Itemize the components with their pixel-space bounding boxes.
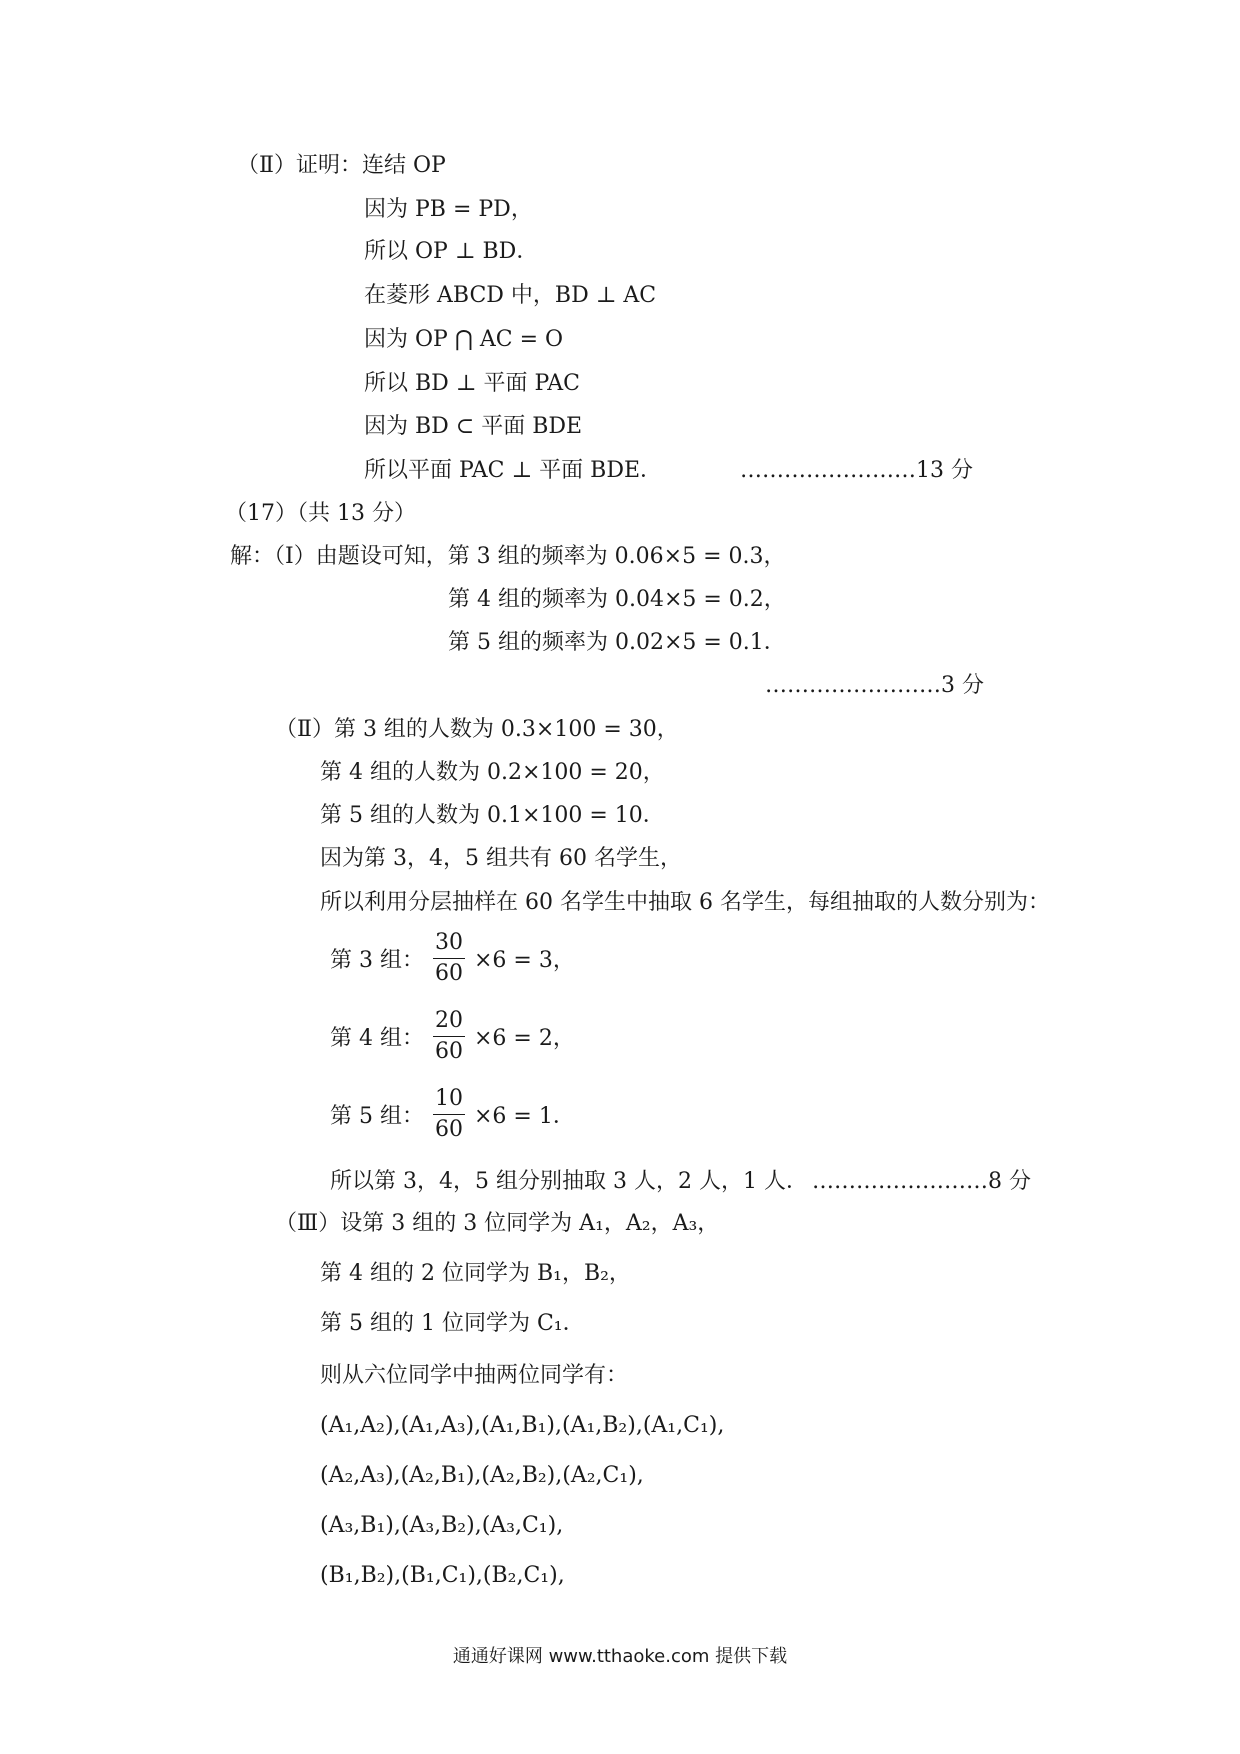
- text-line: 所以 BD ⊥ 平面 PAC: [364, 371, 580, 396]
- text-line: （Ⅲ）设第 3 组的 3 位同学为 A₁，A₂，A₃，: [275, 1211, 720, 1236]
- text-line: 解：（Ⅰ）由题设可知，第 3 组的频率为 0.06×5 = 0.3，: [230, 544, 786, 569]
- text-line: 第 4 组的频率为 0.04×5 = 0.2，: [448, 587, 786, 612]
- fraction-label: 第 3 组：: [330, 948, 424, 973]
- pair-list-line: (A₂,A₃),(A₂,B₁),(A₂,B₂),(A₂,C₁),: [320, 1463, 644, 1488]
- pair-list-line: (B₁,B₂),(B₁,C₁),(B₂,C₁),: [320, 1563, 565, 1588]
- problem-heading: （17）（共 13 分）: [225, 501, 416, 526]
- proof-heading: （Ⅱ）证明：连结 OP: [237, 153, 446, 178]
- text-line: 所以第 3，4，5 组分别抽取 3 人，2 人，1 人．: [330, 1169, 808, 1194]
- text-line: 因为第 3，4，5 组共有 60 名学生，: [320, 846, 682, 871]
- pair-list-line: (A₃,B₁),(A₃,B₂),(A₃,C₁),: [320, 1513, 564, 1538]
- denominator: 60: [434, 961, 463, 986]
- fraction-line-group3: [330, 928, 575, 989]
- page-footer: 通通好课网 www.tthaoke.com 提供下载: [452, 1646, 788, 1667]
- text-line: 因为 OP ⋂ AC = O: [364, 327, 564, 352]
- text-line: 第 4 组的人数为 0.2×100 = 20，: [320, 760, 665, 785]
- text-line: 则从六位同学中抽两位同学有：: [320, 1363, 629, 1388]
- fraction-label: 第 4 组：: [330, 1026, 424, 1051]
- score-marker: ……………………3 分: [765, 673, 984, 698]
- fraction: [433, 928, 465, 989]
- text-line: 在菱形 ABCD 中，BD ⊥ AC: [364, 283, 657, 308]
- fraction: [433, 1084, 465, 1145]
- text-line: 所以 OP ⊥ BD．: [364, 239, 539, 264]
- fraction-line-group4: [330, 1006, 575, 1067]
- text-line: 第 5 组的 1 位同学为 C₁．: [320, 1311, 585, 1336]
- text-line: 所以利用分层抽样在 60 名学生中抽取 6 名学生，每组抽取的人数分别为：: [320, 890, 1050, 915]
- fraction-label: 第 5 组：: [330, 1104, 424, 1129]
- score-marker: ……………………8 分: [812, 1169, 1031, 1194]
- text-line: 所以平面 PAC ⊥ 平面 BDE．: [364, 458, 663, 483]
- text-line: 第 5 组的频率为 0.02×5 = 0.1．: [448, 630, 786, 655]
- fraction: [433, 1006, 465, 1067]
- numerator: 20: [433, 1006, 465, 1037]
- fraction-line-group5: [330, 1084, 575, 1145]
- fraction-tail: ×6 = 1．: [473, 1104, 575, 1129]
- pair-list-line: (A₁,A₂),(A₁,A₃),(A₁,B₁),(A₁,B₂),(A₁,C₁),: [320, 1413, 725, 1438]
- fraction-tail: ×6 = 2，: [473, 1026, 575, 1051]
- denominator: 60: [434, 1117, 463, 1142]
- text-line: 因为 PB = PD，: [364, 197, 533, 222]
- numerator: 10: [433, 1084, 465, 1115]
- text-line: 第 5 组的人数为 0.1×100 = 10．: [320, 803, 665, 828]
- text-line: 第 4 组的 2 位同学为 B₁，B₂，: [320, 1261, 631, 1286]
- fraction-tail: ×6 = 3，: [473, 948, 575, 973]
- denominator: 60: [434, 1039, 463, 1064]
- text-line: （Ⅱ）第 3 组的人数为 0.3×100 = 30，: [275, 717, 679, 742]
- numerator: 30: [433, 928, 465, 959]
- text-line: 因为 BD ⊂ 平面 BDE: [364, 414, 583, 439]
- score-marker: ……………………13 分: [740, 458, 973, 483]
